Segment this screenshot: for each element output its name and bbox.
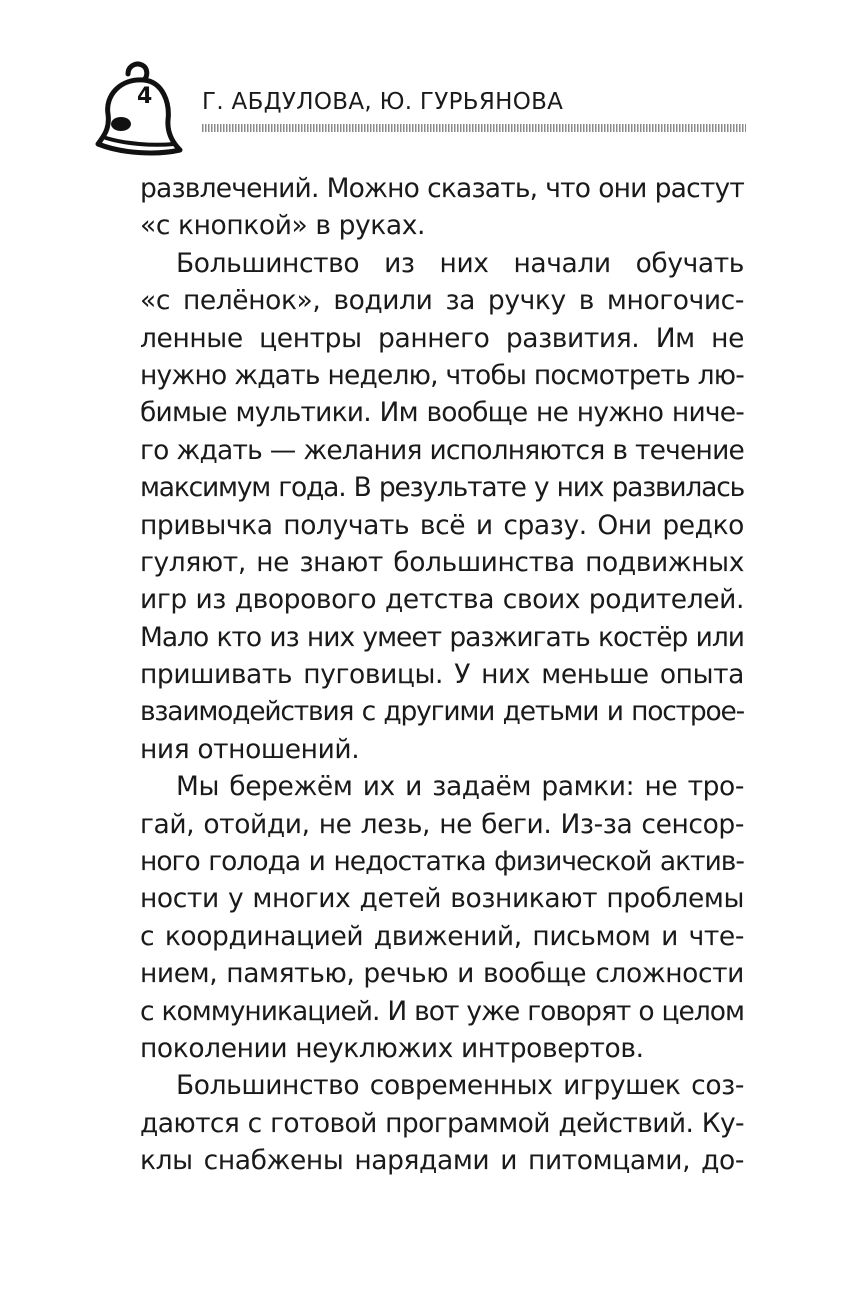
text-line: ности у многих детей возникают проблемы: [140, 883, 744, 915]
text-line: максимум года. В результате у них развилась: [140, 472, 744, 504]
text-line: го ждать — желания исполняются в течение: [140, 434, 744, 466]
text-line: гуляют, не знают большинства подвижных: [140, 546, 744, 578]
page-number: 4: [137, 84, 153, 109]
header-authors: Г. АБДУЛОВА, Ю. ГУРЬЯНОВА: [202, 89, 564, 115]
text-line: Мы бережём их и задаём рамки: не тро-: [176, 771, 744, 803]
text-line: привычка получать всё и сразу. Они редко: [140, 509, 744, 541]
text-line: ного голода и недостатка физической актив-: [140, 846, 744, 878]
text-line: нием, памятью, речью и вообще сложности: [140, 958, 744, 990]
text-line: нужно ждать неделю, чтобы посмотреть лю-: [140, 359, 744, 391]
bell-icon: [88, 58, 188, 163]
text-line: гай, отойди, не лезь, не беги. Из-за сенсор-: [140, 808, 744, 840]
header-rule: [202, 124, 746, 132]
text-line: взаимодействия с другими детьми и построе-: [140, 696, 744, 728]
body-text: [140, 170, 744, 1180]
text-line: развлечений. Можно сказать, что они растут: [140, 173, 744, 204]
text-line: пришивать пуговицы. У них меньше опыта: [140, 659, 744, 691]
text-line: ния отношений.: [140, 733, 360, 765]
text-line: клы снабжены нарядами и питомцами, до-: [140, 1145, 744, 1177]
text-line: игр из дворового детства своих родителей.: [140, 584, 744, 616]
text-line: с координацией движений, письмом и чте-: [140, 920, 744, 952]
text-line: с коммуникацией. И вот уже говорят о целом: [140, 995, 744, 1027]
text-line: ленные центры раннего развития. Им не: [140, 322, 744, 354]
text-line: бимые мультики. Им вообще не нужно ниче-: [140, 397, 744, 429]
text-line: Большинство из них начали обучать: [176, 247, 744, 279]
text-line: даются с готовой программой действий. Ку-: [140, 1107, 744, 1139]
text-line: «с пелёнок», водили за ручку в многочис-: [140, 285, 744, 317]
text-line: Мало кто из них умеет разжигать костёр или: [140, 621, 744, 653]
text-line: «с кнопкой» в руках.: [140, 210, 426, 242]
text-line: Большинство современных игрушек соз-: [176, 1070, 744, 1102]
text-line: поколении неуклюжих интровертов.: [140, 1032, 644, 1064]
running-header: [88, 58, 748, 168]
